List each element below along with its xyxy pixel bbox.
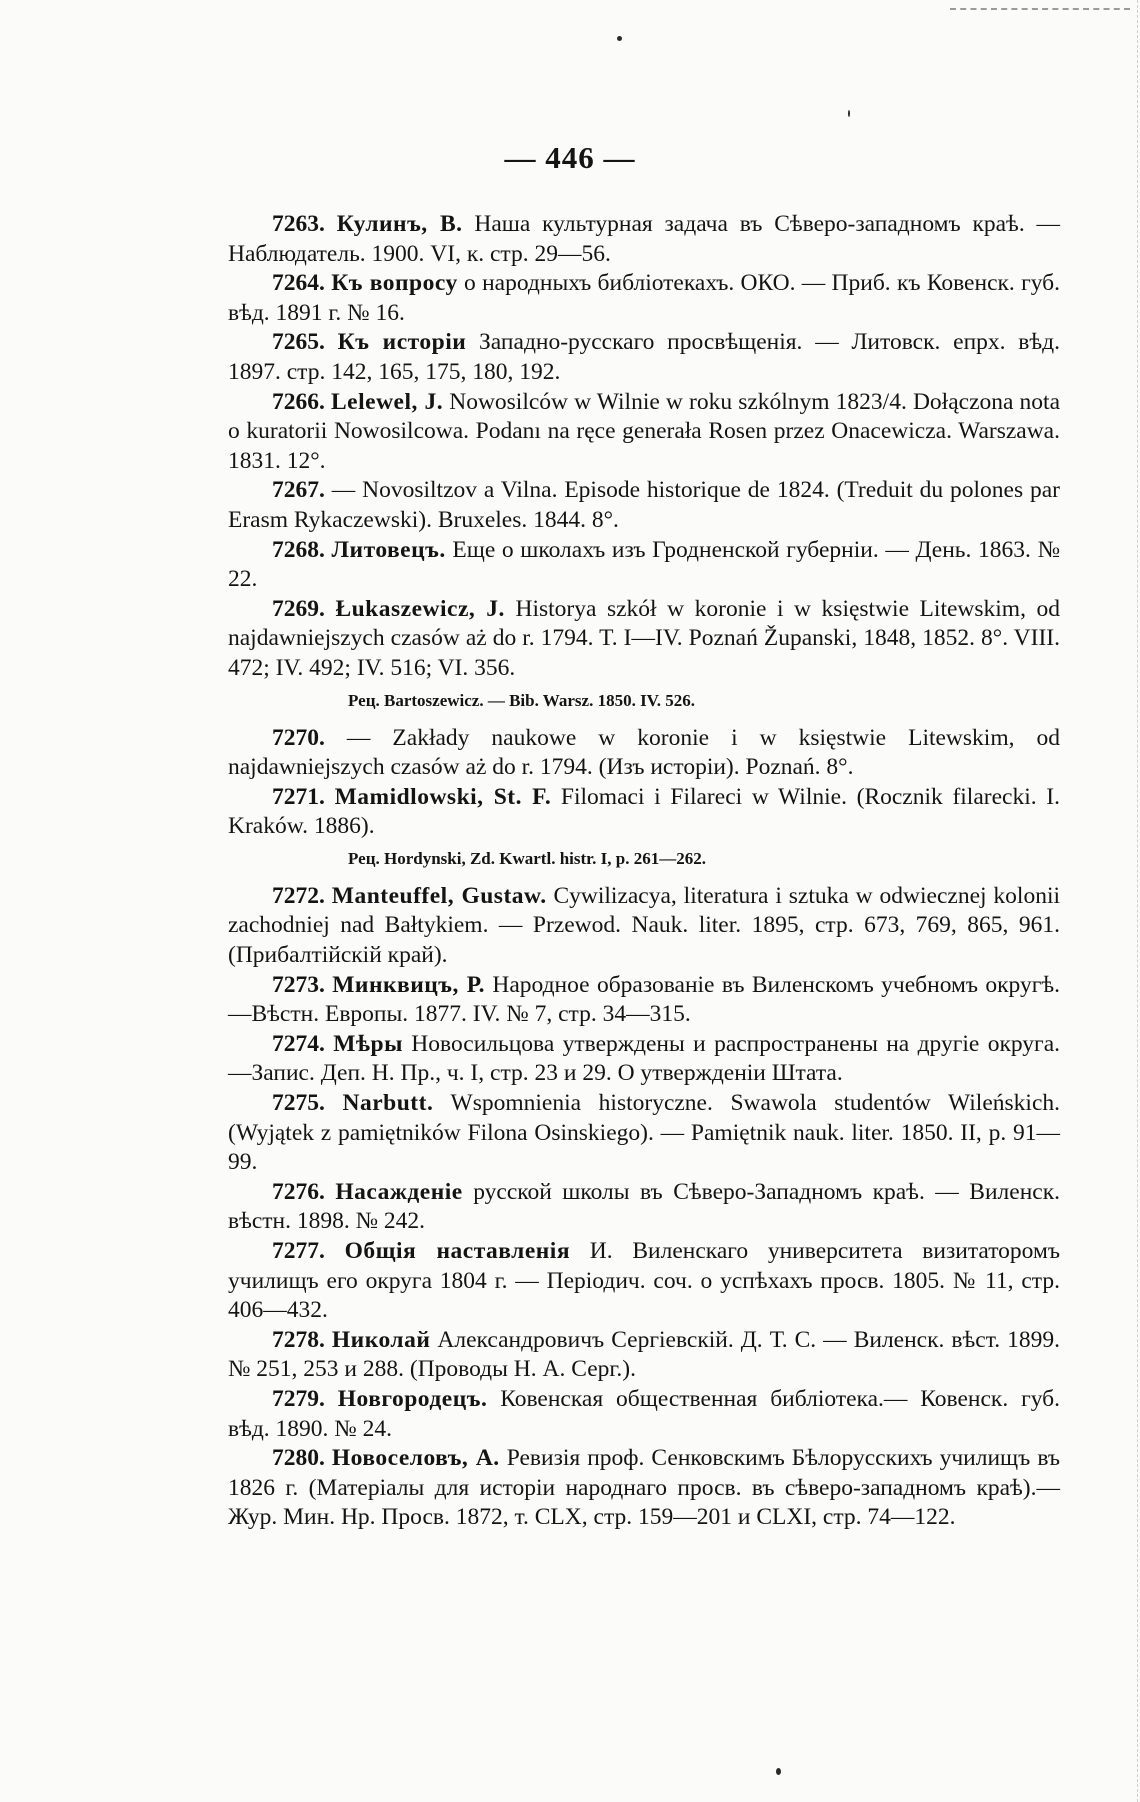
bibliography-entry: [228, 783, 1060, 842]
entry-text: — Novosiltzov a Vilna. Episode historique de 1824. (Treduit du polones par Erasm Rykaczewski). Bruxeles. 1844. 8°.: [228, 477, 1060, 533]
page-number: — 446 —: [504, 140, 636, 175]
bibliography-entry: [228, 1178, 1060, 1237]
entry-author: Manteuffel, Gustaw.: [331, 882, 547, 909]
bibliography-list: [228, 210, 1060, 1533]
entry-author: Литовецъ.: [331, 536, 446, 563]
entry-number: 7273.: [272, 971, 325, 998]
entry-author: Къ вопросу: [331, 270, 458, 297]
entry-number: 7263.: [272, 211, 325, 237]
entry-number: 7280.: [272, 1445, 325, 1472]
entry-author: Николай: [331, 1326, 431, 1353]
bibliography-entry: [228, 476, 1060, 535]
entry-text: И. Виленскаго университета визитаторомъ училищъ его округа 1804 г. — Періодич. соч. о успѣхахъ просв. 1805. № 11, стр. 406—432.: [228, 1238, 1060, 1324]
entry-author: Кулинъ, В.: [336, 211, 463, 237]
bibliography-entry: [228, 1030, 1060, 1089]
entry-number: 7268.: [272, 536, 325, 563]
entry-author: Мѣры: [333, 1030, 403, 1057]
entry-author: Narbutt.: [342, 1090, 434, 1117]
entry-text: русской школы въ Сѣверо-Западномъ краѣ. — Виленск. вѣстн. 1898. № 242.: [228, 1178, 1060, 1235]
review-note: Рец. Bartoszewicz. — Bib. Warsz. 1850. IV. 526.: [348, 690, 696, 710]
entry-author: Новгородецъ.: [337, 1385, 488, 1412]
bibliography-entry: [228, 388, 1060, 477]
bibliography-entry: [228, 882, 1060, 971]
entry-text: Еще о школахъ изъ Гродненской губерніи. — День. 1863. № 22.: [228, 536, 1060, 593]
scan-speck: [617, 36, 622, 41]
entry-author: Lelewel, J.: [331, 388, 444, 415]
entry-number: 7266.: [272, 388, 325, 415]
bibliography-entry: [228, 971, 1060, 1030]
entry-text: Новосильцова утверждены и распространены на другіе округа.—Запис. Деп. Н. Пр., ч. I, стр. 23 и 29. О утвержденіи Штата.: [228, 1030, 1060, 1087]
bibliography-entry: [228, 1385, 1060, 1444]
entry-text: Nowosilców w Wilnie w roku szkólnym 1823/4. Dołączona nota o kuratorii Nowosilcowa. Podanı na ręce generała Rosen przez Onacewicza. Warszawa. 1831. 12°.: [228, 388, 1060, 474]
entry-author: Насажденіе: [335, 1178, 463, 1205]
bibliography-entry: [228, 1089, 1060, 1178]
entry-number: 7265.: [272, 329, 325, 356]
entry-number: 7264.: [272, 270, 325, 297]
entry-author: Mamidlowski, St. F.: [334, 783, 552, 810]
bibliography-entry: [228, 1237, 1060, 1326]
entry-number: 7271.: [272, 783, 325, 810]
entry-author: Новоселовъ, А.: [331, 1445, 500, 1472]
entry-number: 7276.: [272, 1178, 325, 1205]
entry-number: 7279.: [272, 1385, 325, 1412]
bibliography-entry: [228, 328, 1060, 387]
entry-text: Ковенская общественная библіотека.— Ковенск. губ. вѣд. 1890. № 24.: [228, 1385, 1060, 1442]
scan-speck: [776, 1768, 781, 1775]
scan-edge-mark: [1136, 0, 1138, 1802]
entry-author: Общія наставленія: [344, 1238, 571, 1264]
entry-text: — Zakłady naukowe w koronie i w księstwie Litewskim, od najdawniejszych czasów aż do r. 1794. (Изъ исторіи). Poznań. 8°.: [228, 724, 1060, 781]
entry-text: Народное образованіе въ Виленскомъ учебномъ округѣ.—Вѣстн. Европы. 1877. IV. № 7, стр. 34—315.: [228, 971, 1061, 1028]
entry-text: Filomaci i Filareci w Wilnie. (Rocznik filarecki. I. Kraków. 1886).: [228, 783, 1060, 840]
entry-text: Historya szkół w koronie i w księstwie Litewskim, od najdawniejszych czasów aż do r. 1794. T. I—IV. Poznań Županski, 1848, 1852. 8°. VIII. 472; IV. 492; IV. 516; VI. 356.: [228, 595, 1060, 681]
entry-number: 7272.: [272, 882, 325, 909]
entry-number: 7267.: [272, 477, 325, 504]
entry-text: Wspomnienia historyczne. Swawola studentów Wileńskich. (Wyjątek z pamiętników Filona Osinskiego). — Pamiętnik nauk. liter. 1850. II, p. 91—99.: [228, 1090, 1060, 1176]
entry-number: 7274.: [272, 1030, 325, 1057]
entry-author: Минквицъ, Р.: [332, 971, 486, 998]
entry-author: Къ исторіи: [337, 329, 467, 356]
bibliography-entry: [228, 1326, 1060, 1385]
bibliography-entry: [228, 724, 1060, 783]
entry-number: 7269.: [272, 595, 325, 622]
bibliography-entry: [228, 595, 1060, 684]
entry-number: 7277.: [272, 1238, 325, 1264]
entry-text: Западно-русскаго просвѣщенія. — Литовск. епрх. вѣд. 1897. стр. 142, 165, 175, 180, 192.: [228, 329, 1060, 385]
bibliography-entry: [228, 1444, 1060, 1533]
entry-text: Наша культурная задача въ Сѣверо-западномъ краѣ. — Наблюдатель. 1900. VI, к. стр. 29—56.: [228, 211, 1061, 267]
entry-text: о народныхъ библіотекахъ. ОКО. — Приб. къ Ковенск. губ. вѣд. 1891 г. № 16.: [228, 270, 1060, 326]
bibliography-entry: [228, 536, 1060, 595]
entry-number: 7278.: [272, 1326, 325, 1353]
bibliography-entry: [228, 210, 1060, 269]
entry-text: Cywilizacya, literatura i sztuka w odwiecznej kolonii zachodniej nad Bałtykiem. — Przewod. Nauk. liter. 1895, стр. 673, 769, 865, 961. (Прибалтійскій край).: [228, 882, 1061, 969]
entry-author: Łukaszewicz, J.: [335, 595, 505, 622]
bibliography-entry: [228, 269, 1060, 328]
entry-number: 7275.: [272, 1090, 325, 1117]
entry-text: Ревизія проф. Сенковскимъ Бѣлорусскихъ училищъ въ 1826 г. (Матеріалы для исторіи народнаго просв. въ сѣверо-западномъ краѣ).—Жур. Мин. Нр. Просв. 1872, т. CLX, стр. 159—201 и CLXI, стр. 74—122.: [228, 1445, 1060, 1531]
entry-number: 7270.: [272, 724, 325, 751]
scan-corner-mark: [950, 8, 1130, 12]
scan-speck: [848, 110, 850, 117]
entry-text: Александровичъ Сергіевскій. Д. Т. С. — Виленск. вѣст. 1899. № 251, 253 и 288. (Проводы Н. А. Серг.).: [228, 1326, 1061, 1383]
review-note: Рец. Hordynski, Zd. Kwartl. histr. I, p. 261—262.: [348, 848, 706, 868]
